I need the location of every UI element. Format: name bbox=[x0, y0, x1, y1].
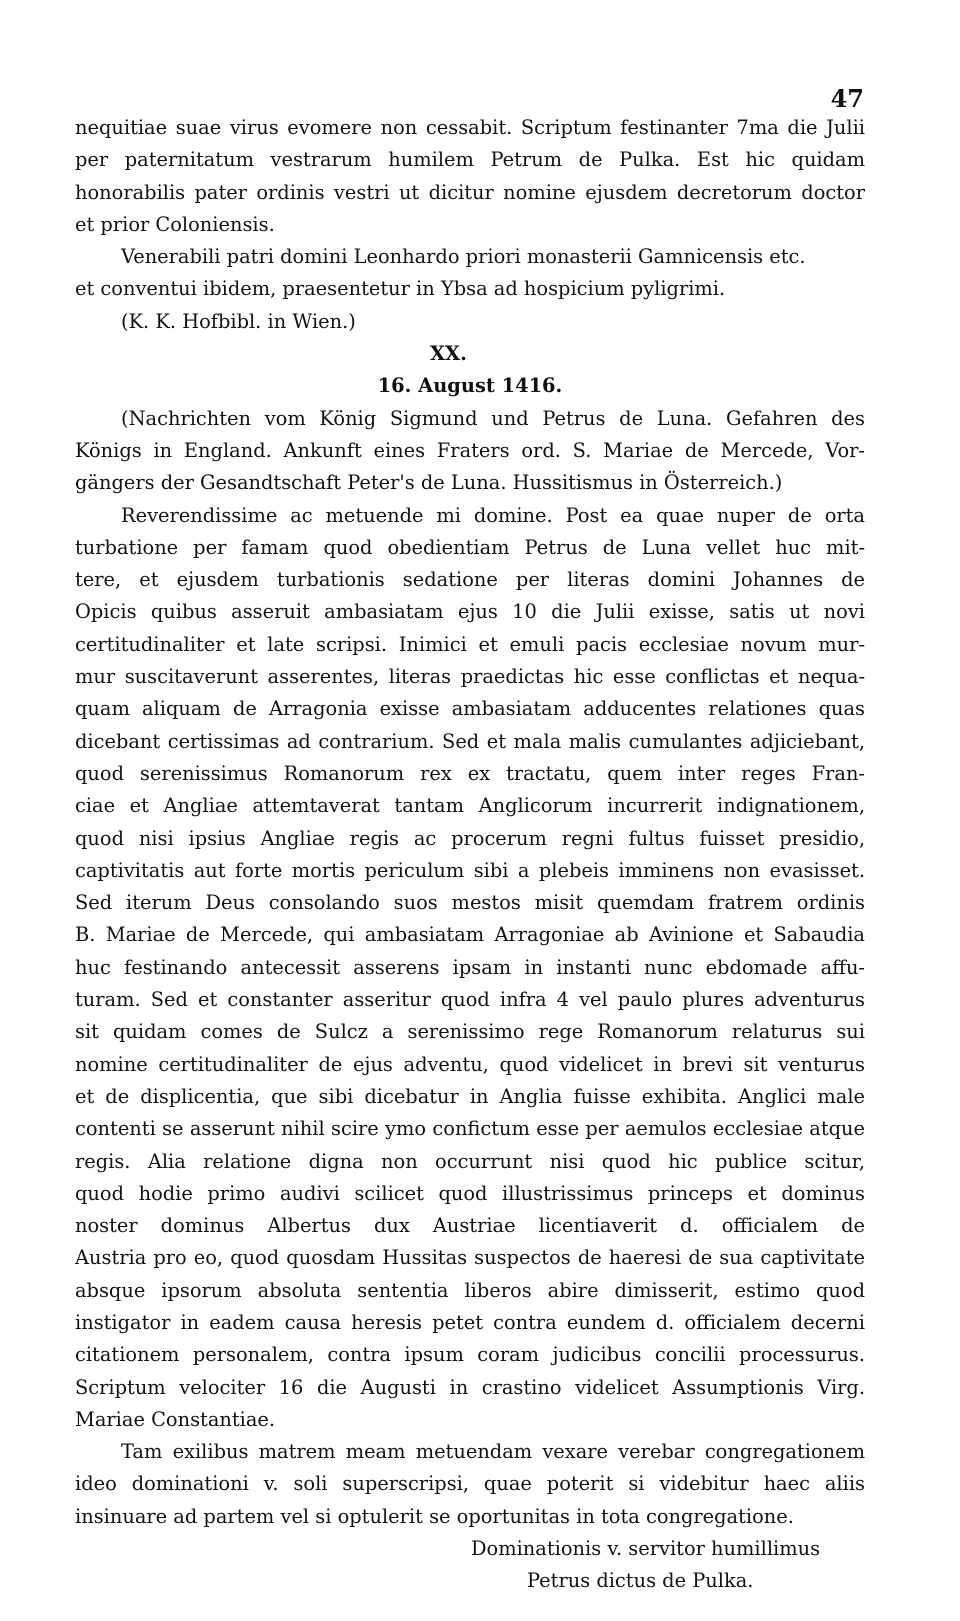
body-line: quod nisi ipsius Angliae regis ac procerum regni fultus fuisset presidio, bbox=[75, 826, 865, 850]
summary-line: gängers der Gesandtschaft Peter's de Luna. Hussitismus in Österreich.) bbox=[75, 471, 783, 495]
closing-line: insinuare ad partem vel si optulerit se oportunitas in tota congregatione. bbox=[75, 1504, 794, 1528]
body-line: Mariae Constantiae. bbox=[75, 1407, 276, 1431]
body-line: absque ipsorum absoluta sententia liberos abire dimisserit, estimo quod bbox=[75, 1278, 865, 1302]
body-line: noster dominus Albertus dux Austriae licentiaverit d. officialem de bbox=[75, 1214, 865, 1238]
text-line: et prior Coloniensis. bbox=[75, 212, 275, 236]
body-line: turam. Sed et constanter asseritur quod infra 4 vel paulo plures adventurus bbox=[75, 988, 865, 1012]
body-line: et de displicentia, que sibi dicebatur in Anglia fuisse exhibita. Anglici male bbox=[75, 1084, 865, 1108]
body-line: certitudinaliter et late scripsi. Inimici et emuli pacis ecclesiae novum mur- bbox=[75, 632, 865, 656]
body-line: contenti se asserunt nihil scire ymo confictum esse per aemulos ecclesiae atque bbox=[75, 1117, 865, 1141]
body-line: quam aliquam de Arragonia exisse ambasiatam adducentes relationes quas bbox=[75, 697, 865, 721]
body-line: Austria pro eo, quod quosdam Hussitas suspectos de haeresi de sua captivitate bbox=[75, 1246, 865, 1270]
section-number: XX. bbox=[430, 342, 467, 366]
body-line: instigator in eadem causa heresis petet contra eundem d. officialem decerni bbox=[75, 1310, 865, 1334]
body-line: citationem personalem, contra ipsum coram judicibus concilii processurus. bbox=[75, 1343, 865, 1367]
summary-line: (Nachrichten vom König Sigmund und Petrus de Luna. Gefahren des bbox=[121, 406, 865, 430]
body-line: mur suscitaverunt asserentes, literas praedictas hic esse conflictas et nequa- bbox=[75, 665, 865, 689]
signature-name: Petrus dictus de Pulka. bbox=[527, 1569, 754, 1593]
text-line: per paternitatum vestrarum humilem Petrum de Pulka. Est hic quidam bbox=[75, 148, 865, 172]
signature-line: Dominationis v. servitor humillimus bbox=[471, 1537, 821, 1561]
body-line: Scriptum velociter 16 die Augusti in crastino videlicet Assumptionis Virg. bbox=[75, 1375, 865, 1399]
body-line: nomine certitudinaliter de ejus adventu, quod videlicet in brevi sit venturus bbox=[75, 1052, 865, 1076]
text-line: nequitiae suae virus evomere non cessabit. Scriptum festinanter 7ma die Julii bbox=[75, 116, 865, 139]
source-note: (K. K. Hofbibl. in Wien.) bbox=[121, 309, 356, 333]
body-line: Sed iterum Deus consolando suos mestos misit quemdam fratrem ordinis bbox=[75, 891, 865, 915]
page-number: 47 bbox=[830, 84, 864, 113]
address-line: Venerabili patri domini Leonhardo priori monasterii Gamnicensis etc. bbox=[121, 245, 806, 269]
closing-line: ideo dominationi v. soli superscripsi, quae poterit si videbitur haec aliis bbox=[75, 1472, 865, 1496]
body-line: ciae et Angliae attemtaverat tantam Anglicorum incurrerit indignationem, bbox=[75, 794, 865, 818]
body-line: Opicis quibus asseruit ambasiatam ejus 10 die Julii exisse, satis ut novi bbox=[75, 600, 865, 624]
date-heading: 16. August 1416. bbox=[377, 374, 563, 398]
body-line: tere, et ejusdem turbationis sedatione per literas domini Johannes de bbox=[75, 568, 865, 592]
body-line: quod hodie primo audivi scilicet quod illustrissimus princeps et dominus bbox=[75, 1181, 865, 1205]
body-line: regis. Alia relatione digna non occurrunt nisi quod hic publice scitur, bbox=[75, 1149, 865, 1173]
text-block bbox=[75, 112, 865, 1598]
body-line: Reverendissime ac metuende mi domine. Post ea quae nuper de orta bbox=[121, 503, 865, 527]
body-line: sit quidam comes de Sulcz a serenissimo rege Romanorum relaturus sui bbox=[75, 1020, 865, 1044]
address-line: et conventui ibidem, praesentetur in Ybsa ad hospicium pyligrimi. bbox=[75, 277, 726, 301]
body-line: huc festinando antecessit asserens ipsam in instanti nunc ebdomade affu- bbox=[75, 955, 865, 979]
body-line: dicebant certissimas ad contrarium. Sed et mala malis cumulantes adjiciebant, bbox=[75, 729, 865, 753]
text-line: honorabilis pater ordinis vestri ut dicitur nomine ejusdem decretorum doctor bbox=[75, 180, 865, 204]
summary-line: Königs in England. Ankunft eines Fraters ord. S. Mariae de Mercede, Vor- bbox=[75, 438, 865, 462]
body-line: turbatione per famam quod obedientiam Petrus de Luna vellet huc mit- bbox=[75, 535, 865, 559]
body-line: captivitatis aut forte mortis periculum sibi a plebeis imminens non evasisset. bbox=[75, 858, 865, 882]
body-line: B. Mariae de Mercede, qui ambasiatam Arragoniae ab Avinione et Sabaudia bbox=[75, 923, 865, 947]
body-line: quod serenissimus Romanorum rex ex tractatu, quem inter reges Fran- bbox=[75, 761, 865, 785]
closing-line: Tam exilibus matrem meam metuendam vexare verebar congregationem bbox=[121, 1440, 865, 1464]
